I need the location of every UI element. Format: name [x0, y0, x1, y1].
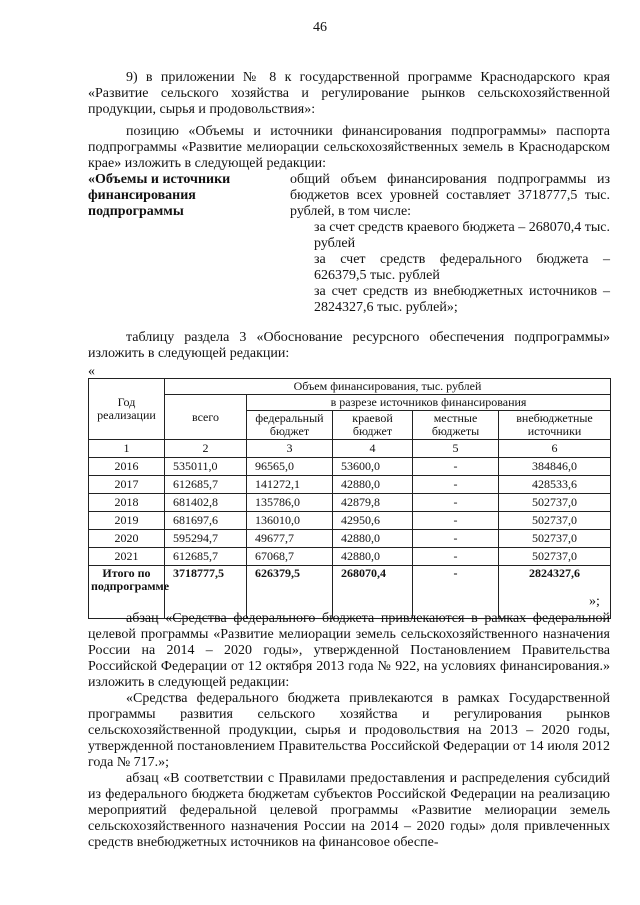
- financing-table: [88, 378, 611, 619]
- paragraph-federal-funds-old: абзац «Средства федерального бюджета привлекаются в рамках федеральной целевой программы «Развитие мелиорации земель сельскохозяйственного назначения России на 2014 – 2020 годы», утвержденной Постановлением Правительства Российской Федерации от 12 октября 2013 года № 922, на условиях финансирования.» изложить в следующей редакции:: [88, 611, 610, 690]
- passport-block: [88, 172, 610, 330]
- table-row: [89, 512, 611, 530]
- cell-local: -: [413, 458, 499, 476]
- cell-regional: 53600,0: [333, 458, 413, 476]
- cell-year: 2016: [89, 458, 165, 476]
- page-number: 46: [313, 20, 327, 35]
- header-extra: внебюджетные источники: [499, 411, 611, 440]
- paragraph-subsidy-rules: абзац «В соответствии с Правилами предоставления и распределения субсидий из федерального бюджета бюджетам субъектов Российской Федерации на реализацию мероприятий федеральной целевой программы «Развитие мелиорации земель сельскохозяйственного назначения России на 2014 – 2020 годы» доля привлеченных средств внебюджетных источников на финансовое обеспе-: [88, 771, 610, 850]
- cell-year: 2020: [89, 530, 165, 548]
- col-number: 2: [165, 440, 247, 458]
- cell-extra: 502737,0: [499, 530, 611, 548]
- cell-year: 2019: [89, 512, 165, 530]
- cell-federal: 67068,7: [247, 548, 333, 566]
- intro-item-9: 9) в приложении № 8 к государственной программе Краснодарского края «Развитие сельского хозяйства и регулирование рынков сельскохозяйственной продукции, сырья и продовольствия»:: [88, 70, 610, 117]
- header-federal: федеральный бюджет: [247, 411, 333, 440]
- passport-total: общий объем финансирования подпрограммы из бюджетов всех уровней составляет 3718777,5 тыс. рублей, в том числе:: [290, 172, 610, 219]
- cell-total: 612685,7: [165, 548, 247, 566]
- table-row: [89, 476, 611, 494]
- cell-local: -: [413, 512, 499, 530]
- table-row: [89, 530, 611, 548]
- cell-federal: 96565,0: [247, 458, 333, 476]
- cell-extra: 2824327,6: [499, 566, 611, 619]
- col-number: 6: [499, 440, 611, 458]
- passport-text: [290, 172, 610, 316]
- cell-local: -: [413, 476, 499, 494]
- col-number: 1: [89, 440, 165, 458]
- cell-regional: 42880,0: [333, 476, 413, 494]
- passport-label: «Объемы и источники финансирования подпрограммы: [88, 172, 231, 219]
- header-year: Год реализации: [89, 379, 165, 440]
- cell-year: 2018: [89, 494, 165, 512]
- cell-total: 681697,6: [165, 512, 247, 530]
- col-number: 4: [333, 440, 413, 458]
- quote-open: «: [88, 364, 95, 379]
- cell-total-label: Итого по подпрограмме: [89, 566, 165, 619]
- passport-federal: за счет средств федерального бюджета – 626379,5 тыс. рублей: [314, 252, 610, 283]
- cell-total: 3718777,5: [165, 566, 247, 619]
- cell-local: -: [413, 566, 499, 619]
- header-total: всего: [165, 395, 247, 440]
- cell-total: 535011,0: [165, 458, 247, 476]
- cell-federal: 136010,0: [247, 512, 333, 530]
- cell-regional: 42880,0: [333, 548, 413, 566]
- header-regional: краевой бюджет: [333, 411, 413, 440]
- cell-extra: 502737,0: [499, 494, 611, 512]
- cell-federal: 141272,1: [247, 476, 333, 494]
- cell-local: -: [413, 530, 499, 548]
- cell-total: 612685,7: [165, 476, 247, 494]
- cell-extra: 384846,0: [499, 458, 611, 476]
- header-sources: в разрезе источников финансирования: [247, 395, 611, 411]
- quote-close: »;: [589, 594, 600, 609]
- table-row: [89, 458, 611, 476]
- cell-total: 681402,8: [165, 494, 247, 512]
- intro-passport-position: позицию «Объемы и источники финансирования подпрограммы» паспорта подпрограммы «Развитие мелиорации сельскохозяйственных земель в Краснодарском крае» изложить в следующей редакции:: [88, 124, 610, 171]
- cell-regional: 42950,6: [333, 512, 413, 530]
- cell-regional: 268070,4: [333, 566, 413, 619]
- cell-extra: 502737,0: [499, 548, 611, 566]
- cell-extra: 428533,6: [499, 476, 611, 494]
- paragraph-federal-funds-new: «Средства федерального бюджета привлекаются в рамках Государственной программы развития сельского хозяйства и регулирования рынков сельскохозяйственной продукции, сырья и продовольствия на 2013 – 2020 годы, утвержденной постановлением Правительства Российской Федерации от 14 июля 2012 года № 717.»;: [88, 691, 610, 770]
- cell-federal: 49677,7: [247, 530, 333, 548]
- passport-regional: за счет средств краевого бюджета – 268070,4 тыс. рублей: [314, 220, 610, 251]
- cell-federal: 135786,0: [247, 494, 333, 512]
- passport-extrabudget: за счет средств из внебюджетных источников – 2824327,6 тыс. рублей»;: [314, 284, 610, 315]
- column-number-row: [89, 440, 611, 458]
- table-row: [89, 548, 611, 566]
- cell-extra: 502737,0: [499, 512, 611, 530]
- cell-year: 2021: [89, 548, 165, 566]
- header-volume: Объем финансирования, тыс. рублей: [165, 379, 611, 395]
- col-number: 5: [413, 440, 499, 458]
- col-number: 3: [247, 440, 333, 458]
- header-local: местные бюджеты: [413, 411, 499, 440]
- cell-federal: 626379,5: [247, 566, 333, 619]
- cell-regional: 42880,0: [333, 530, 413, 548]
- cell-regional: 42879,8: [333, 494, 413, 512]
- cell-local: -: [413, 548, 499, 566]
- cell-local: -: [413, 494, 499, 512]
- table-intro: таблицу раздела 3 «Обоснование ресурсного обеспечения подпрограммы» изложить в следующей редакции:: [88, 330, 610, 361]
- cell-total: 595294,7: [165, 530, 247, 548]
- table-row: [89, 494, 611, 512]
- cell-year: 2017: [89, 476, 165, 494]
